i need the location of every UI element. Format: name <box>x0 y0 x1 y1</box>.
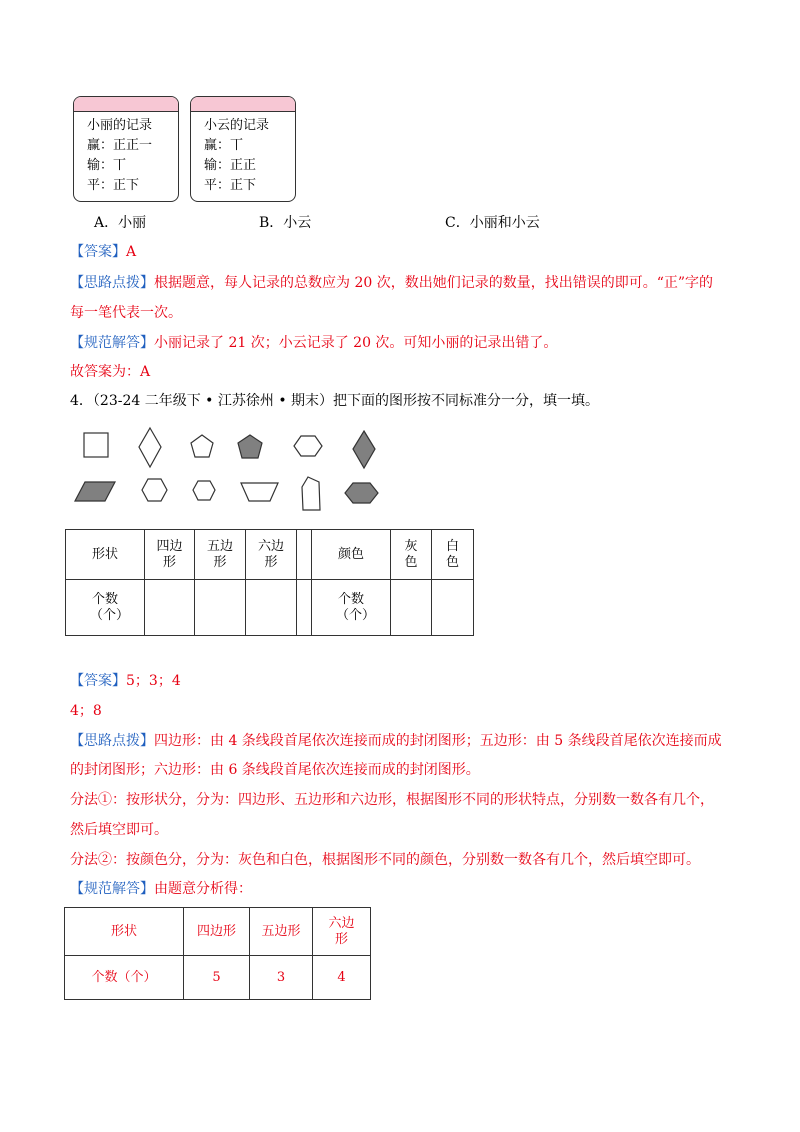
gray-pentagon-shape <box>238 435 262 458</box>
gray-hexagon-shape <box>345 483 378 503</box>
square-shape <box>84 433 108 457</box>
card-lose-row: 输：正正 <box>204 158 257 173</box>
white-pentagon-shape <box>191 435 213 457</box>
q3-hint-line-2: 每一笔代表一次。 <box>70 305 182 321</box>
penta-header: 五边形 <box>195 530 246 580</box>
white-hexagon-shape <box>142 479 167 501</box>
q3-answer-line <box>70 242 136 262</box>
table-divider <box>297 530 312 580</box>
white-trapezoid-shape <box>241 483 278 501</box>
q3-final-answer: 故答案为：A <box>70 364 151 380</box>
xiaoyun-record-card <box>190 96 296 202</box>
shapes-figure <box>70 425 400 515</box>
q4-method2-line: 分法②：按颜色分，分为：灰色和白色，根据图形不同的颜色，分别数一数各有几个，然后填空即可。 <box>70 852 700 868</box>
xiaoli-record-card <box>73 96 179 202</box>
gray-rhombus-shape <box>353 431 375 468</box>
white-rhombus-shape <box>139 428 161 467</box>
hint-tag: 【思路点拨】 <box>70 275 154 291</box>
shape-header: 形状 <box>65 908 184 956</box>
q4-method1-line-2: 然后填空即可。 <box>70 822 168 838</box>
q4-stem: 4．（23-24 二年级下 • 江苏徐州 • 期末）把下面的图形按不同标准分一分，填一填。 <box>70 393 600 409</box>
card-win-row: 赢：丅 <box>204 138 244 153</box>
card-draw-row: 平：正下 <box>87 178 140 193</box>
quad-count: 5 <box>184 956 250 1000</box>
solution-text: 由题意分析得： <box>154 881 252 897</box>
white-hexagon-shape <box>294 436 322 456</box>
card-header-band <box>191 97 295 112</box>
q4-solution-line <box>70 879 252 899</box>
solution-tag: 【规范解答】 <box>70 335 154 351</box>
q4-hint-line-1 <box>70 731 722 751</box>
card-header-band <box>74 97 178 112</box>
answer-tag: 【答案】 <box>70 673 126 689</box>
solution-tag: 【规范解答】 <box>70 881 154 897</box>
hexa-count: 4 <box>313 956 371 1000</box>
answer-tag: 【答案】 <box>70 244 126 260</box>
quad-header: 四边形 <box>184 908 250 956</box>
hint-text: 四边形：由 4 条线段首尾依次连接而成的封闭图形；五边形：由 5 条线段首尾依次连接而成 <box>154 733 722 749</box>
q4-hint-line-2: 的封闭图形；六边形：由 6 条线段首尾依次连接而成的封闭图形。 <box>70 762 480 778</box>
color-header: 颜色 <box>312 530 391 580</box>
q3-solution-line <box>70 333 557 353</box>
hint-text: 根据题意，每人记录的总数应为 20 次，数出她们记录的数量，找出错误的即可。“正”字的 <box>154 275 714 291</box>
card-draw-row: 平：正下 <box>204 178 257 193</box>
card-win-row: 赢：正正一 <box>87 138 153 153</box>
quad-count-blank[interactable] <box>145 580 195 636</box>
white-header: 白色 <box>432 530 474 580</box>
hint-tag: 【思路点拨】 <box>70 733 154 749</box>
q4-answer-line-2: 4；8 <box>70 703 102 719</box>
table-divider <box>297 580 312 636</box>
penta-count-blank[interactable] <box>195 580 246 636</box>
penta-header: 五边形 <box>250 908 313 956</box>
card-title: 小丽的记录 <box>87 118 153 133</box>
result-table <box>64 907 371 1000</box>
hexa-header: 六边形 <box>313 908 371 956</box>
gray-header: 灰色 <box>391 530 432 580</box>
white-irregular-pentagon-shape <box>302 477 320 510</box>
q4-method1-line-1: 分法①：按形状分，分为：四边形、五边形和六边形，根据图形不同的形状特点，分别数一数各有几个， <box>70 792 714 808</box>
card-title: 小云的记录 <box>204 118 270 133</box>
q4-answer-line <box>70 671 181 691</box>
answer-value: 5；3；4 <box>126 673 181 689</box>
shape-header: 形状 <box>66 530 145 580</box>
count-label: 个数（个） <box>312 580 391 636</box>
q3-hint-line-1 <box>70 273 713 293</box>
gray-parallelogram-shape <box>75 482 115 501</box>
penta-count: 3 <box>250 956 313 1000</box>
gray-count-blank[interactable] <box>391 580 432 636</box>
answer-value: A <box>126 244 137 260</box>
count-label: 个数（个） <box>65 956 184 1000</box>
quad-header: 四边形 <box>145 530 195 580</box>
count-label: 个数（个） <box>66 580 145 636</box>
classification-table <box>65 529 474 636</box>
hexa-count-blank[interactable] <box>246 580 297 636</box>
white-hexagon-shape <box>193 481 215 500</box>
hexa-header: 六边形 <box>246 530 297 580</box>
option-b: B．小云 <box>259 215 312 231</box>
option-a: A．小丽 <box>94 215 147 231</box>
white-count-blank[interactable] <box>432 580 474 636</box>
solution-text: 小丽记录了 21 次；小云记录了 20 次。可知小丽的记录出错了。 <box>154 335 558 351</box>
option-c: C．小丽和小云 <box>445 215 540 231</box>
card-lose-row: 输：丅 <box>87 158 127 173</box>
